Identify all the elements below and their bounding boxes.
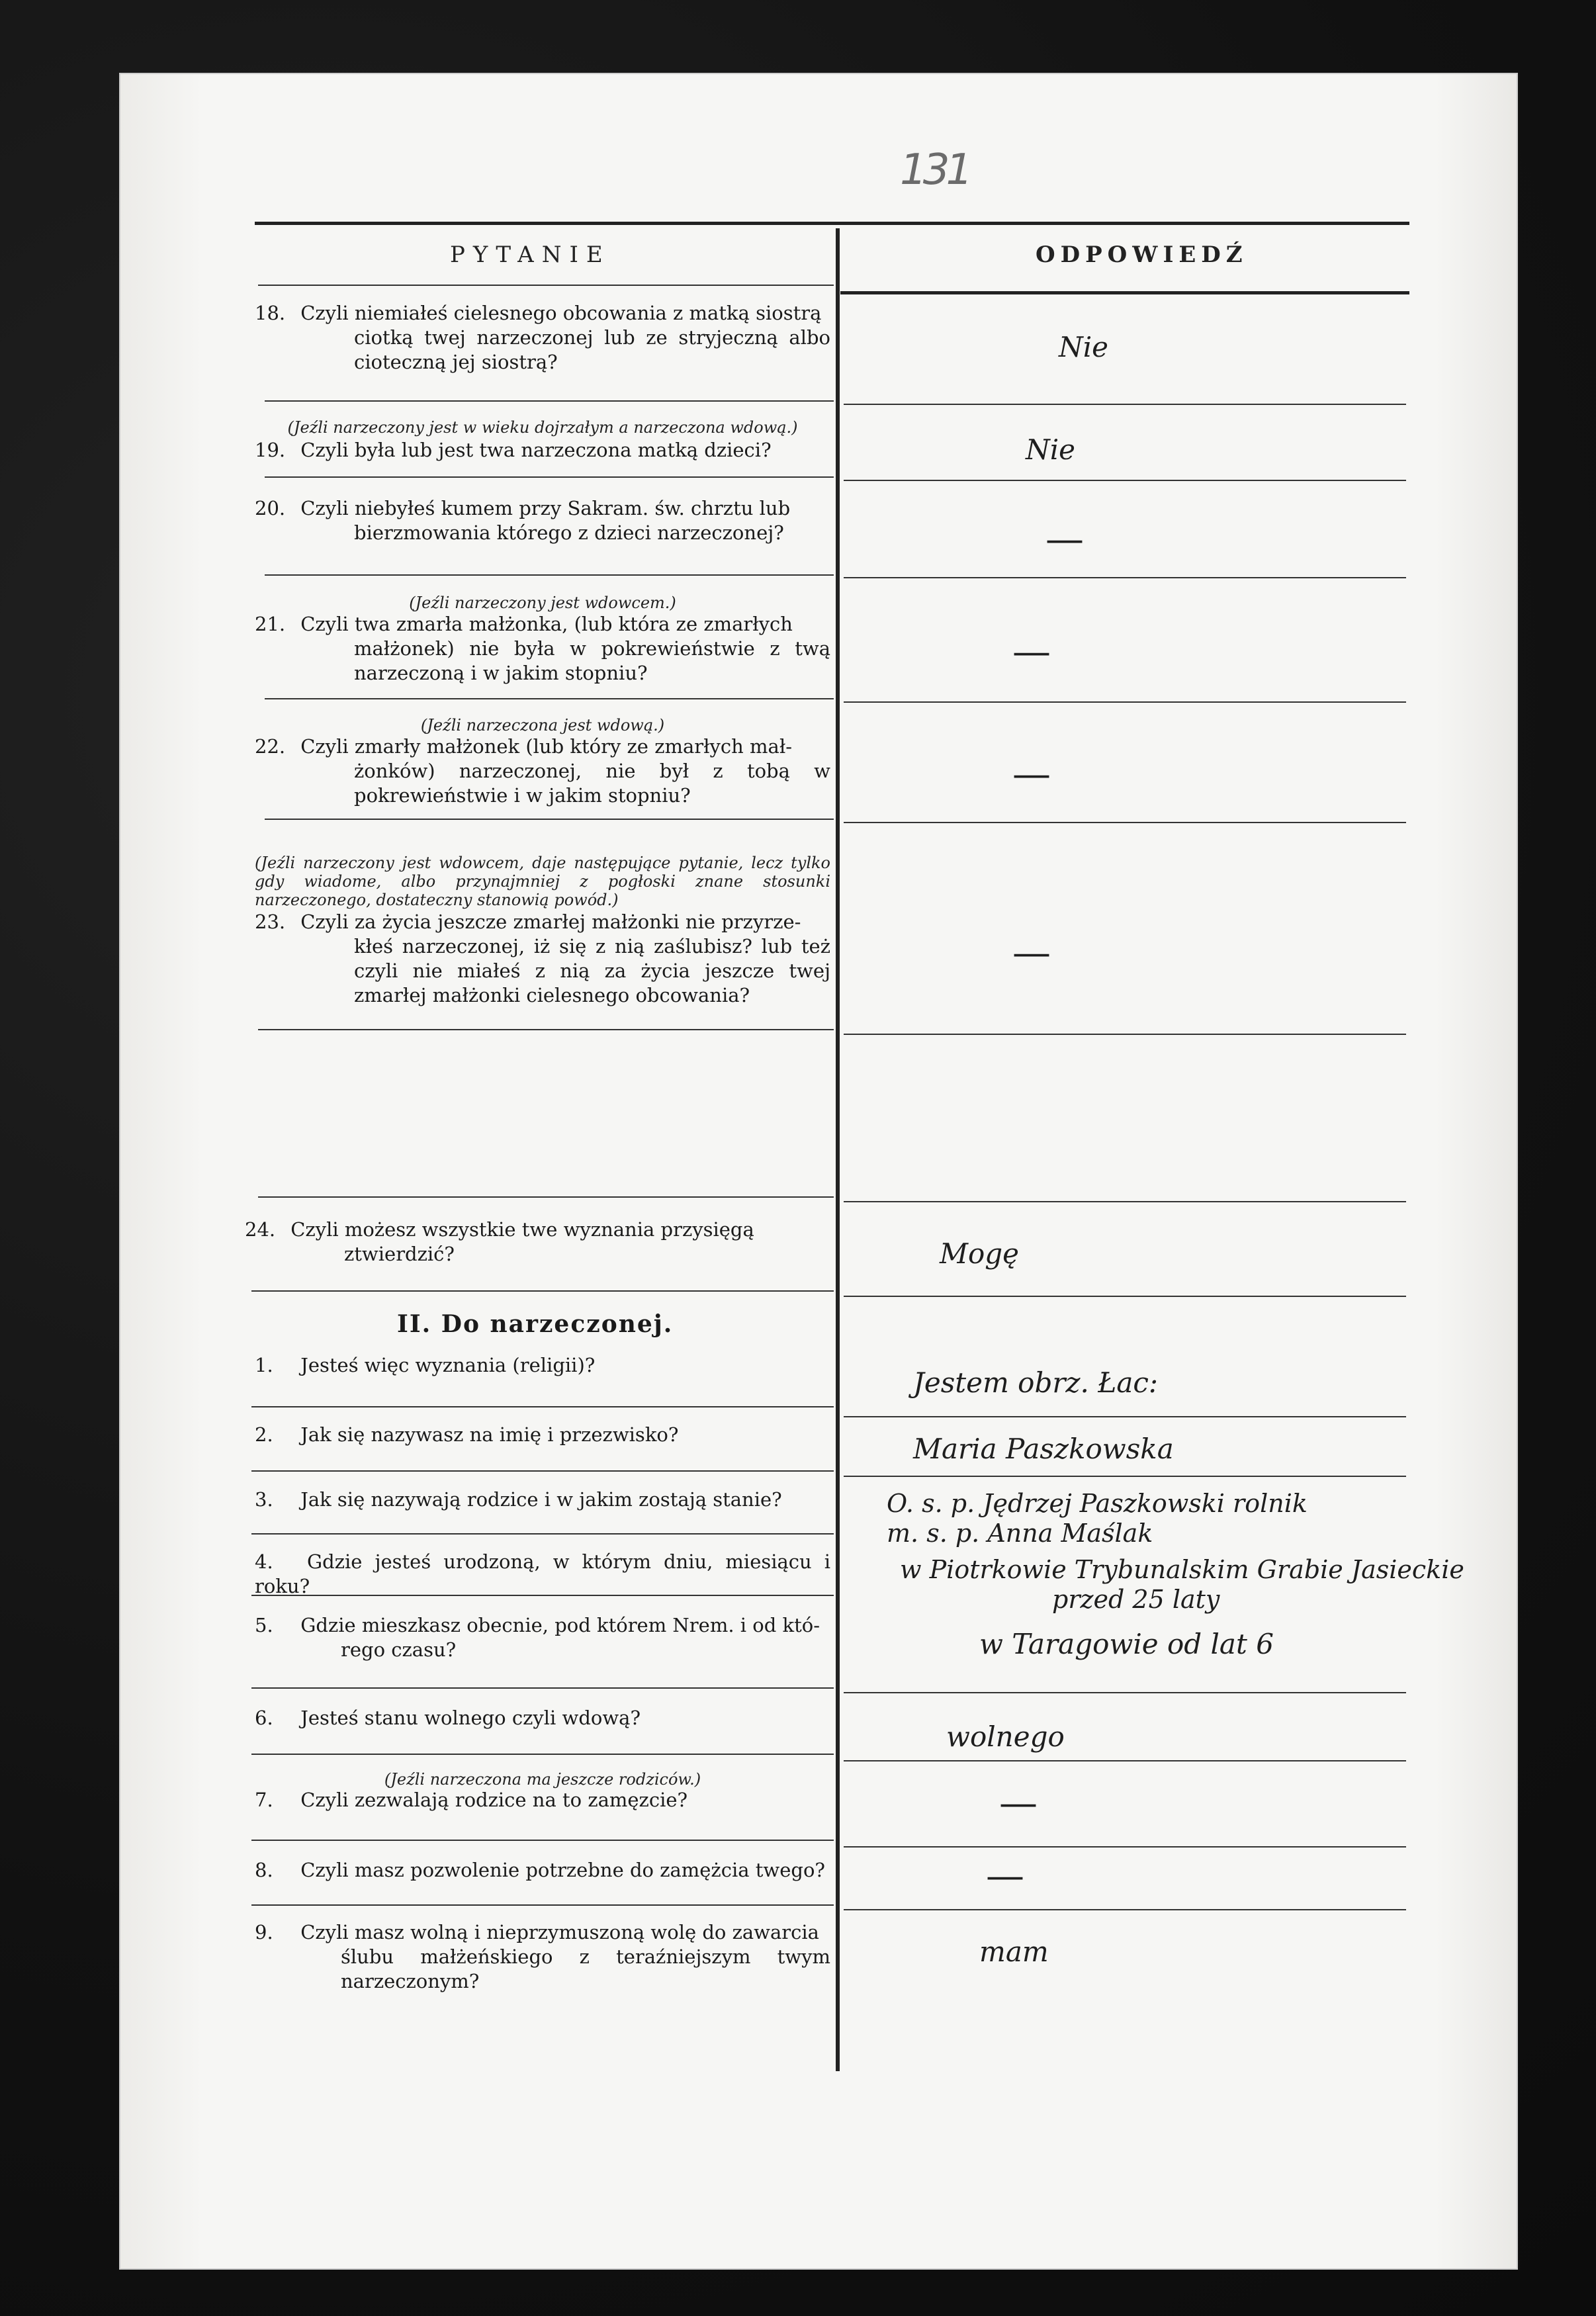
question-text-continued: bierzmowania którego z dzieci narzeczonej? [354,521,784,544]
answer-column-header: ODPOWIEDŹ [1036,242,1248,268]
condition-19: (Jeźli narzeczony jest w wieku dojrzałym a narzeczona wdową.) [287,418,798,437]
answer-2-3-line1: O. s. p. Jędrzej Paszkowski rolnik [887,1489,1308,1518]
question-2-1 [255,1353,830,1378]
question-2-7 [255,1788,830,1812]
question-text: Jesteś więc wyznania (religii)? [300,1354,596,1376]
question-number: 5. [255,1614,273,1636]
question-number: 7. [255,1789,273,1811]
question-22 [255,735,830,808]
row-rule [844,822,1406,823]
condition-23: (Jeźli narzeczony jest wdowcem, daje następujące pytanie, lecz tylko gdy wiadome, albo przynajmniej z pogłoski znane stosunki narzeczonego, dostateczny stanowią powód.) [255,854,830,909]
question-column-header: PYTANIE [450,242,611,268]
answer-2-9: mam [979,1936,1049,1968]
column-divider [836,228,840,2071]
row-rule [265,400,834,402]
row-rule [251,1533,834,1535]
question-text: Jesteś stanu wolnego czyli wdową? [300,1707,641,1729]
answer-2-7: — [999,1780,1038,1825]
row-rule [251,1595,834,1596]
answer-2-1: Jestem obrz. Łac: [913,1366,1159,1399]
answer-2-3-line2: m. s. p. Anna Maślak [887,1519,1153,1548]
row-rule [844,1476,1406,1477]
row-rule [251,1840,834,1841]
question-text-continued: rego czasu? [341,1638,457,1661]
condition-22: (Jeźli narzeczona jest wdową.) [420,716,665,735]
row-rule [844,1296,1406,1297]
answer-2-6: wolnego [946,1720,1065,1753]
row-rule [258,1029,834,1030]
question-text-continued: ślubu małżeńskiego z teraźniejszym twym narzeczonym? [341,1945,830,1992]
question-number: 23. [255,911,286,933]
row-rule [844,1034,1406,1035]
question-number: 4. [255,1550,273,1573]
question-number: 3. [255,1488,273,1511]
row-rule [258,1196,834,1198]
header-bottom-rule-right [840,291,1409,294]
question-number: 1. [255,1354,273,1376]
question-2-3 [255,1488,830,1512]
answer-2-4-line1: w Piotrkowie Trybunalskim Grabie Jasieckie [900,1555,1464,1584]
row-rule [251,1406,834,1407]
answer-2-4-line2: przed 25 laty [1052,1585,1220,1614]
answer-q20: — [1045,516,1084,561]
question-number: 21. [255,613,286,635]
question-18 [255,301,830,375]
question-text: Czyli niemiałeś cielesnego obcowania z matką siostrą [300,302,822,324]
row-rule [844,1909,1406,1910]
condition-21: (Jeźli narzeczony jest wdowcem.) [409,594,676,612]
question-2-6 [255,1706,830,1730]
question-text: Czyli możesz wszystkie twe wyznania przysięgą [290,1218,754,1241]
row-rule [844,577,1406,578]
row-rule [265,574,834,576]
answer-q18: Nie [1059,331,1109,363]
question-text: Czyli twa zmarła małżonka, (lub która ze zmarłych [300,613,793,635]
question-text: Czyli masz wolną i nieprzymuszoną wolę do zawarcia [300,1921,819,1943]
answer-q23: — [1012,930,1051,975]
question-text: Gdzie mieszkasz obecnie, pod którem Nrem. i od któ- [300,1614,820,1636]
question-text-continued: ztwierdzić? [344,1243,455,1265]
row-rule [844,1416,1406,1417]
row-rule [265,819,834,820]
question-19 [255,438,830,463]
question-text: Czyli zezwalają rodzice na to zamęzcie? [300,1789,688,1811]
row-rule [844,701,1406,703]
question-text: Czyli zmarły małżonek (lub który ze zmarłych mał- [300,735,793,758]
answer-q19: Nie [1026,433,1076,466]
row-rule [844,480,1406,481]
answer-2-5: w Taragowie od lat 6 [979,1628,1274,1660]
row-rule [251,1470,834,1472]
answer-q22: — [1012,751,1051,796]
row-rule [844,404,1406,405]
question-number: 6. [255,1707,273,1729]
question-text: Jak się nazywasz na imię i przezwisko? [300,1423,679,1446]
question-2-5 [255,1613,830,1662]
answer-q21: — [1012,629,1051,674]
question-number: 2. [255,1423,273,1446]
question-text: Czyli była lub jest twa narzeczona matką dzieci? [300,439,772,461]
header-bottom-rule-left [258,285,834,286]
row-rule [265,476,834,478]
section-2-title: II. Do narzeczonej. [397,1310,674,1338]
document-page [119,73,1518,2270]
question-text-continued: małżonek) nie była w pokrewieństwie z twą narzeczoną i w jakim stopniu? [354,637,830,684]
question-23 [255,910,830,1008]
question-text: Czyli za życia jeszcze zmarłej małżonki nie przyrze- [300,911,801,933]
row-rule [251,1687,834,1689]
question-number: 18. [255,302,286,324]
question-number: 22. [255,735,286,758]
row-rule [251,1754,834,1755]
question-text: Czyli masz pozwolenie potrzebne do zamężcia twego? [300,1859,825,1881]
question-text-continued: kłeś narzeczonej, iż się z nią zaślubisz? lub też czyli nie miałeś z nią za życia jeszcze twej zmarłej małżonki cielesnego obcowania? [354,935,830,1006]
question-text: Czyli niebyłeś kumem przy Sakram. św. chrztu lub [300,497,791,519]
question-number: 20. [255,497,286,519]
question-21 [255,612,830,686]
row-rule [844,1201,1406,1202]
question-2-2 [255,1423,830,1447]
question-number: 8. [255,1859,273,1881]
question-text: Jak się nazywają rodzice i w jakim zostają stanie? [300,1488,782,1511]
row-rule [844,1760,1406,1761]
question-2-8 [255,1858,834,1883]
answer-q24: Mogę [940,1237,1020,1270]
question-2-4 [255,1550,830,1599]
question-number: 24. [245,1218,276,1241]
condition-2-7: (Jeźli narzeczona ma jeszcze rodziców.) [384,1770,701,1789]
question-text: Gdzie jesteś urodzoną, w którym dniu, miesiącu i roku? [255,1550,831,1597]
page-number: 131 [900,146,969,195]
row-rule [844,1692,1406,1693]
answer-2-2: Maria Paszkowska [913,1433,1174,1465]
row-rule [251,1904,834,1906]
question-number: 19. [255,439,286,461]
question-number: 9. [255,1921,273,1943]
question-24 [245,1218,830,1267]
header-top-rule [255,222,1409,225]
question-text-continued: żonków) narzeczonej, nie był z tobą w pokrewieństwie i w jakim stopniu? [354,760,830,807]
row-rule [844,1846,1406,1848]
row-rule [265,698,834,699]
question-text-continued: ciotką twej narzeczonej lub ze stryjeczną albo cioteczną jej siostrą? [354,326,830,373]
question-2-9 [255,1920,830,1994]
question-20 [255,496,830,545]
answer-2-8: — [986,1853,1024,1898]
row-rule [251,1290,834,1292]
